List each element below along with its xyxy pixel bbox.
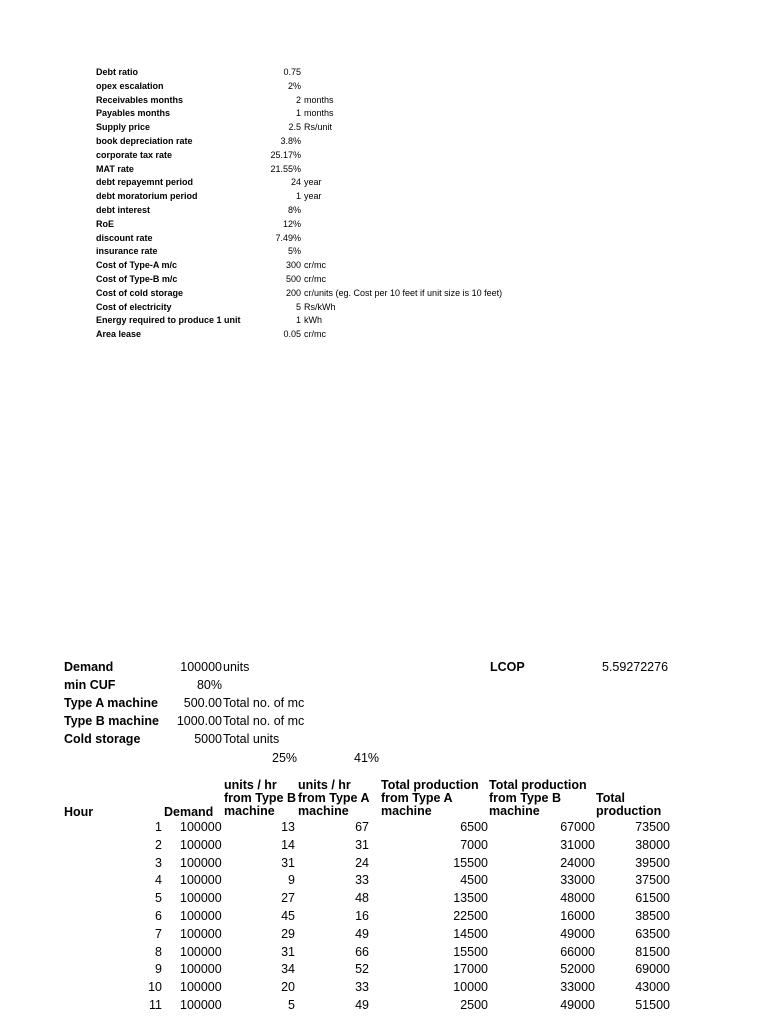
table-row [64, 820, 704, 838]
cell-demand: 100000 [180, 908, 222, 923]
parameter-value: 5 [295, 301, 301, 312]
parameter-value: 25.17% [270, 149, 301, 160]
parameter-unit: Rs/kWh [304, 301, 336, 312]
cell-units-type-a: 33 [355, 873, 369, 888]
cell-units-type-a: 49 [355, 997, 369, 1012]
parameter-unit: cr/mc [304, 329, 326, 340]
parameter-label: discount rate [96, 232, 153, 243]
parameter-label: Supply price [96, 122, 151, 133]
parameter-label: Cost of cold storage [96, 287, 184, 298]
header-total-type-b: Total production from Type B machine [489, 778, 587, 818]
cell-total-production: 69000 [635, 962, 670, 977]
parameter-value: 8% [287, 204, 301, 215]
parameter-unit: cr/mc [304, 260, 326, 271]
summary-label: min CUF [64, 678, 116, 692]
cell-units-type-b: 31 [281, 944, 295, 959]
production-table [64, 778, 704, 1016]
cell-units-type-b: 9 [288, 873, 295, 888]
summary-unit: Total units [223, 732, 280, 746]
parameter-value: 2% [287, 80, 301, 91]
cell-demand: 100000 [180, 873, 222, 888]
table-row [64, 838, 704, 856]
cell-total-production: 38000 [635, 837, 670, 852]
parameter-label: debt interest [96, 204, 151, 215]
cell-units-type-a: 48 [355, 891, 369, 906]
parameter-label: Cost of Type-B m/c [96, 273, 178, 284]
cell-total-type-a: 7000 [460, 837, 488, 852]
parameter-value: 1 [295, 108, 301, 119]
parameter-value: 7.49% [275, 232, 301, 243]
cell-total-production: 73500 [635, 820, 670, 834]
cell-demand: 100000 [180, 891, 222, 906]
header-demand: Demand [164, 805, 214, 819]
cell-units-type-a: 66 [355, 944, 369, 959]
cell-units-type-b: 20 [281, 980, 295, 995]
cell-units-type-a: 31 [355, 837, 369, 852]
cell-total-type-a: 4500 [460, 873, 488, 888]
cell-units-type-a: 16 [355, 908, 369, 923]
cell-units-type-a: 49 [355, 926, 369, 941]
percentage-1: 25% [272, 751, 298, 765]
cell-demand: 100000 [180, 997, 222, 1012]
parameter-label: corporate tax rate [96, 149, 173, 160]
cell-total-type-a: 2500 [460, 997, 488, 1012]
cell-demand: 100000 [180, 820, 222, 834]
cell-total-type-a: 14500 [453, 926, 488, 941]
cell-units-type-a: 24 [355, 855, 369, 870]
table-row [64, 927, 704, 945]
parameter-unit: months [304, 108, 334, 119]
parameter-label: MAT rate [96, 163, 134, 174]
cell-hour: 11 [149, 997, 162, 1012]
summary-unit: units [223, 660, 250, 674]
table-row [64, 873, 704, 891]
cell-total-type-b: 52000 [560, 962, 595, 977]
cell-hour: 9 [155, 962, 162, 977]
parameter-label: Cost of electricity [96, 301, 172, 312]
parameter-value: 21.55% [270, 163, 301, 174]
cell-total-type-b: 49000 [560, 926, 595, 941]
cell-total-production: 38500 [635, 908, 670, 923]
table-row [64, 891, 704, 909]
cell-total-production: 51500 [635, 997, 670, 1012]
parameter-unit: kWh [304, 315, 322, 326]
summary-unit: Total no. of mc [223, 696, 305, 710]
parameter-unit: cr/units (eg. Cost per 10 feet if unit size is 10 feet) [304, 287, 503, 298]
cell-total-production: 63500 [635, 926, 670, 941]
cell-units-type-b: 14 [281, 837, 295, 852]
table-row [64, 945, 704, 963]
parameter-label: Area lease [96, 329, 142, 340]
cell-total-type-a: 6500 [460, 820, 488, 834]
cell-units-type-b: 27 [281, 891, 295, 906]
cell-units-type-b: 13 [281, 820, 295, 834]
cell-total-production: 81500 [635, 944, 670, 959]
cell-units-type-b: 45 [281, 908, 295, 923]
cell-total-type-a: 13500 [453, 891, 488, 906]
parameter-unit: year [304, 191, 322, 202]
parameter-unit: Rs/unit [304, 122, 333, 133]
parameter-label: debt moratorium period [96, 191, 198, 202]
parameter-unit: cr/mc [304, 273, 326, 284]
parameter-value: 0.05 [283, 329, 301, 340]
parameter-value: 2.5 [288, 122, 301, 133]
cell-demand: 100000 [180, 980, 222, 995]
percentage-2: 41% [354, 751, 380, 765]
cell-total-production: 37500 [635, 873, 670, 888]
summary-value: 500.00 [183, 696, 222, 710]
cell-hour: 3 [155, 855, 162, 870]
header-total-type-a: Total production from Type A machine [381, 778, 479, 818]
cell-total-type-b: 24000 [560, 855, 595, 870]
cell-total-type-a: 17000 [453, 962, 488, 977]
cell-units-type-b: 31 [281, 855, 295, 870]
summary-label: Demand [64, 660, 114, 674]
cell-total-type-a: 15500 [453, 944, 488, 959]
parameter-value: 12% [282, 218, 301, 229]
cell-demand: 100000 [180, 926, 222, 941]
cell-total-type-b: 49000 [560, 997, 595, 1012]
cell-total-type-b: 67000 [560, 820, 595, 834]
parameter-value: 0.75 [283, 67, 301, 77]
parameter-value: 500 [285, 273, 301, 284]
cell-hour: 1 [155, 820, 162, 834]
header-units-type-b: units / hr from Type B machine [224, 778, 296, 818]
cell-total-type-b: 33000 [560, 873, 595, 888]
cell-hour: 7 [155, 926, 162, 941]
table-row [64, 856, 704, 874]
cell-total-type-b: 16000 [560, 908, 595, 923]
parameter-label: Payables months [96, 108, 171, 119]
cell-hour: 4 [155, 873, 162, 888]
summary-value: 100000 [180, 660, 222, 674]
header-units-type-a: units / hr from Type A machine [298, 778, 370, 818]
summary-label: Type B machine [64, 714, 159, 728]
cell-units-type-b: 29 [281, 926, 295, 941]
lcop-label: LCOP [490, 660, 525, 674]
parameter-label: Energy required to produce 1 unit [96, 315, 241, 326]
parameter-label: opex escalation [96, 80, 164, 91]
cell-units-type-a: 52 [355, 962, 369, 977]
parameter-value: 5% [287, 246, 301, 257]
cell-total-type-a: 10000 [453, 980, 488, 995]
table-row [64, 962, 704, 980]
parameter-label: insurance rate [96, 246, 158, 257]
cell-demand: 100000 [180, 944, 222, 959]
parameter-value: 300 [285, 260, 301, 271]
cell-hour: 2 [155, 837, 162, 852]
cell-total-type-a: 15500 [453, 855, 488, 870]
cell-demand: 100000 [180, 837, 222, 852]
cell-total-production: 39500 [635, 855, 670, 870]
summary-value: 80% [196, 678, 222, 692]
parameter-label: Receivables months [96, 94, 184, 105]
lcop-value: 5.59272276 [602, 660, 669, 674]
parameter-unit: year [304, 177, 322, 188]
table-row [64, 909, 704, 927]
parameter-value: 3.8% [280, 135, 301, 146]
parameter-label: Cost of Type-A m/c [96, 260, 178, 271]
header-total-production: Total production [596, 791, 662, 818]
table-body [64, 820, 704, 1016]
parameter-value: 1 [295, 191, 301, 202]
cell-units-type-a: 67 [355, 820, 369, 834]
parameter-value: 2 [295, 94, 301, 105]
cell-total-type-b: 31000 [560, 837, 595, 852]
parameter-label: Debt ratio [96, 67, 139, 77]
cell-hour: 10 [148, 980, 162, 995]
header-hour: Hour [64, 805, 94, 819]
cell-demand: 100000 [180, 962, 222, 977]
parameter-value: 1 [295, 315, 301, 326]
cell-units-type-a: 33 [355, 980, 369, 995]
summary-unit: Total no. of mc [223, 714, 305, 728]
cell-hour: 8 [155, 944, 162, 959]
cell-units-type-b: 5 [288, 997, 295, 1012]
parameter-label: RoE [96, 218, 114, 229]
cell-demand: 100000 [180, 855, 222, 870]
cell-total-production: 43000 [635, 980, 670, 995]
cell-hour: 6 [155, 908, 162, 923]
summary-label: Type A machine [64, 696, 159, 710]
parameter-label: book depreciation rate [96, 135, 193, 146]
table-row [64, 980, 704, 998]
summary-label: Cold storage [64, 732, 141, 746]
parameter-label: debt repayemnt period [96, 177, 194, 188]
summary-value: 1000.00 [176, 714, 222, 728]
cell-total-type-a: 22500 [453, 908, 488, 923]
parameter-value: 24 [290, 177, 301, 188]
parameter-unit: months [304, 94, 334, 105]
cell-hour: 5 [155, 891, 162, 906]
cell-total-type-b: 66000 [560, 944, 595, 959]
cell-total-type-b: 33000 [560, 980, 595, 995]
cell-total-type-b: 48000 [560, 891, 595, 906]
summary-value: 5000 [194, 732, 222, 746]
cell-units-type-b: 34 [281, 962, 295, 977]
table-row [64, 998, 704, 1016]
cell-total-production: 61500 [635, 891, 670, 906]
table-header [64, 778, 704, 820]
parameter-value: 200 [285, 287, 301, 298]
